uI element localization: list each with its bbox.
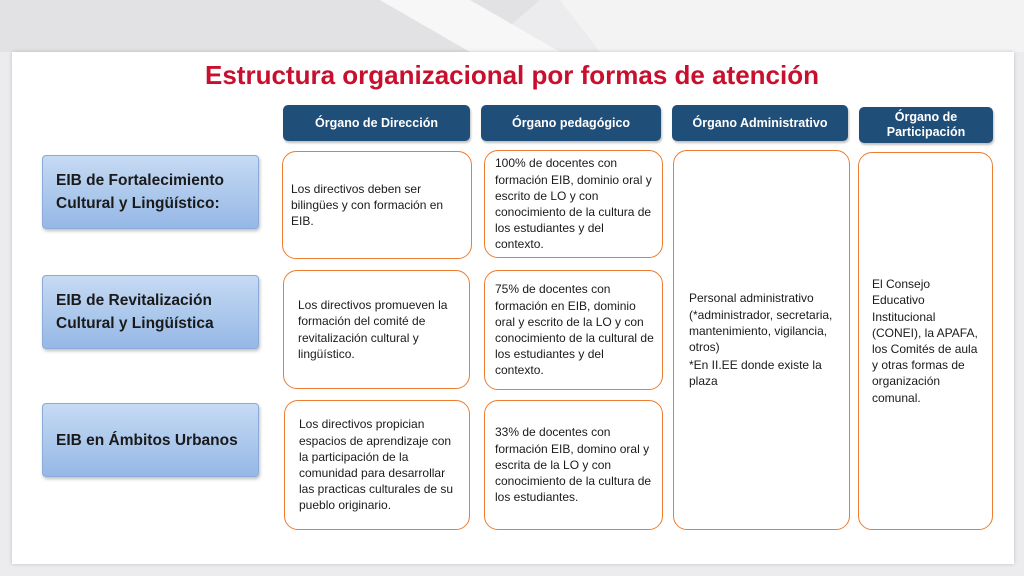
column-header-direccion [283,105,470,141]
page-title: Estructura organizacional por formas de atención [204,60,820,90]
cell-text-note: *En II.EE donde existe la plaza [689,358,822,389]
column-header-label: Órgano de Dirección [315,115,438,130]
cell-direccion-fortalecimiento [282,151,472,259]
cell-text: Los directivos propician espacios de aprendizaje con la participación de la comunidad para desarrollar las practicas culturales de su pueblo originario. [299,417,454,513]
row-header-fortalecimiento [42,155,259,229]
cell-direccion-urbanos [284,400,470,530]
row-header-revitalizacion [42,275,259,349]
bg-shape-right [560,0,1024,52]
cell-text-wrapper [689,290,837,389]
cell-pedagogico-urbanos [484,400,663,530]
column-header-label: Órgano Administrativo [692,115,828,130]
row-header-urbanos [42,403,259,477]
cell-text: 75% de docentes con formación en EIB, dominio oral y escrito de la LO y con conocimiento de la cultural de los estudiantes y del contexto. [495,282,654,378]
row-header-label: EIB de Fortalecimiento Cultural y Lingüístico: [56,172,224,212]
cell-text: Los directivos deben ser bilingües y con formación en EIB. [291,181,444,229]
cell-pedagogico-revitalizacion [484,270,663,390]
cell-participacion [858,152,993,530]
column-header-label: Órgano pedagógico [511,115,631,130]
cell-direccion-revitalizacion [283,270,470,389]
cell-text: Los directivos promueven la formación del comité de revitalización cultural y lingüístico. [298,298,448,361]
row-header-label: EIB de Revitalización Cultural y Lingüística [56,292,214,332]
cell-text: Personal administrativo (*administrador, secretaria, mantenimiento, vigilancia, otros) [689,291,833,354]
column-header-participacion [859,107,993,143]
column-header-pedagogico [481,105,661,141]
cell-text: El Consejo Educativo Institucional (CONEI), la APAFA, los Comités de aula y otras formas de organización comunal. [872,277,978,405]
cell-text: 33% de docentes con formación EIB, domino oral y escrita de la LO y con conocimiento de la cultura de los estudiantes. [495,425,652,505]
cell-administrativo [673,150,850,530]
cell-text: 100% de docentes con formación EIB, dominio oral y escrito de LO y con conocimiento de la cultura de los estudiantes y del contexto. [495,156,652,252]
column-header-label: Órgano de Participación [886,110,966,139]
column-header-administrativo [672,105,848,141]
cell-pedagogico-fortalecimiento [484,150,663,258]
row-header-label: EIB en Ámbitos Urbanos [56,431,238,449]
